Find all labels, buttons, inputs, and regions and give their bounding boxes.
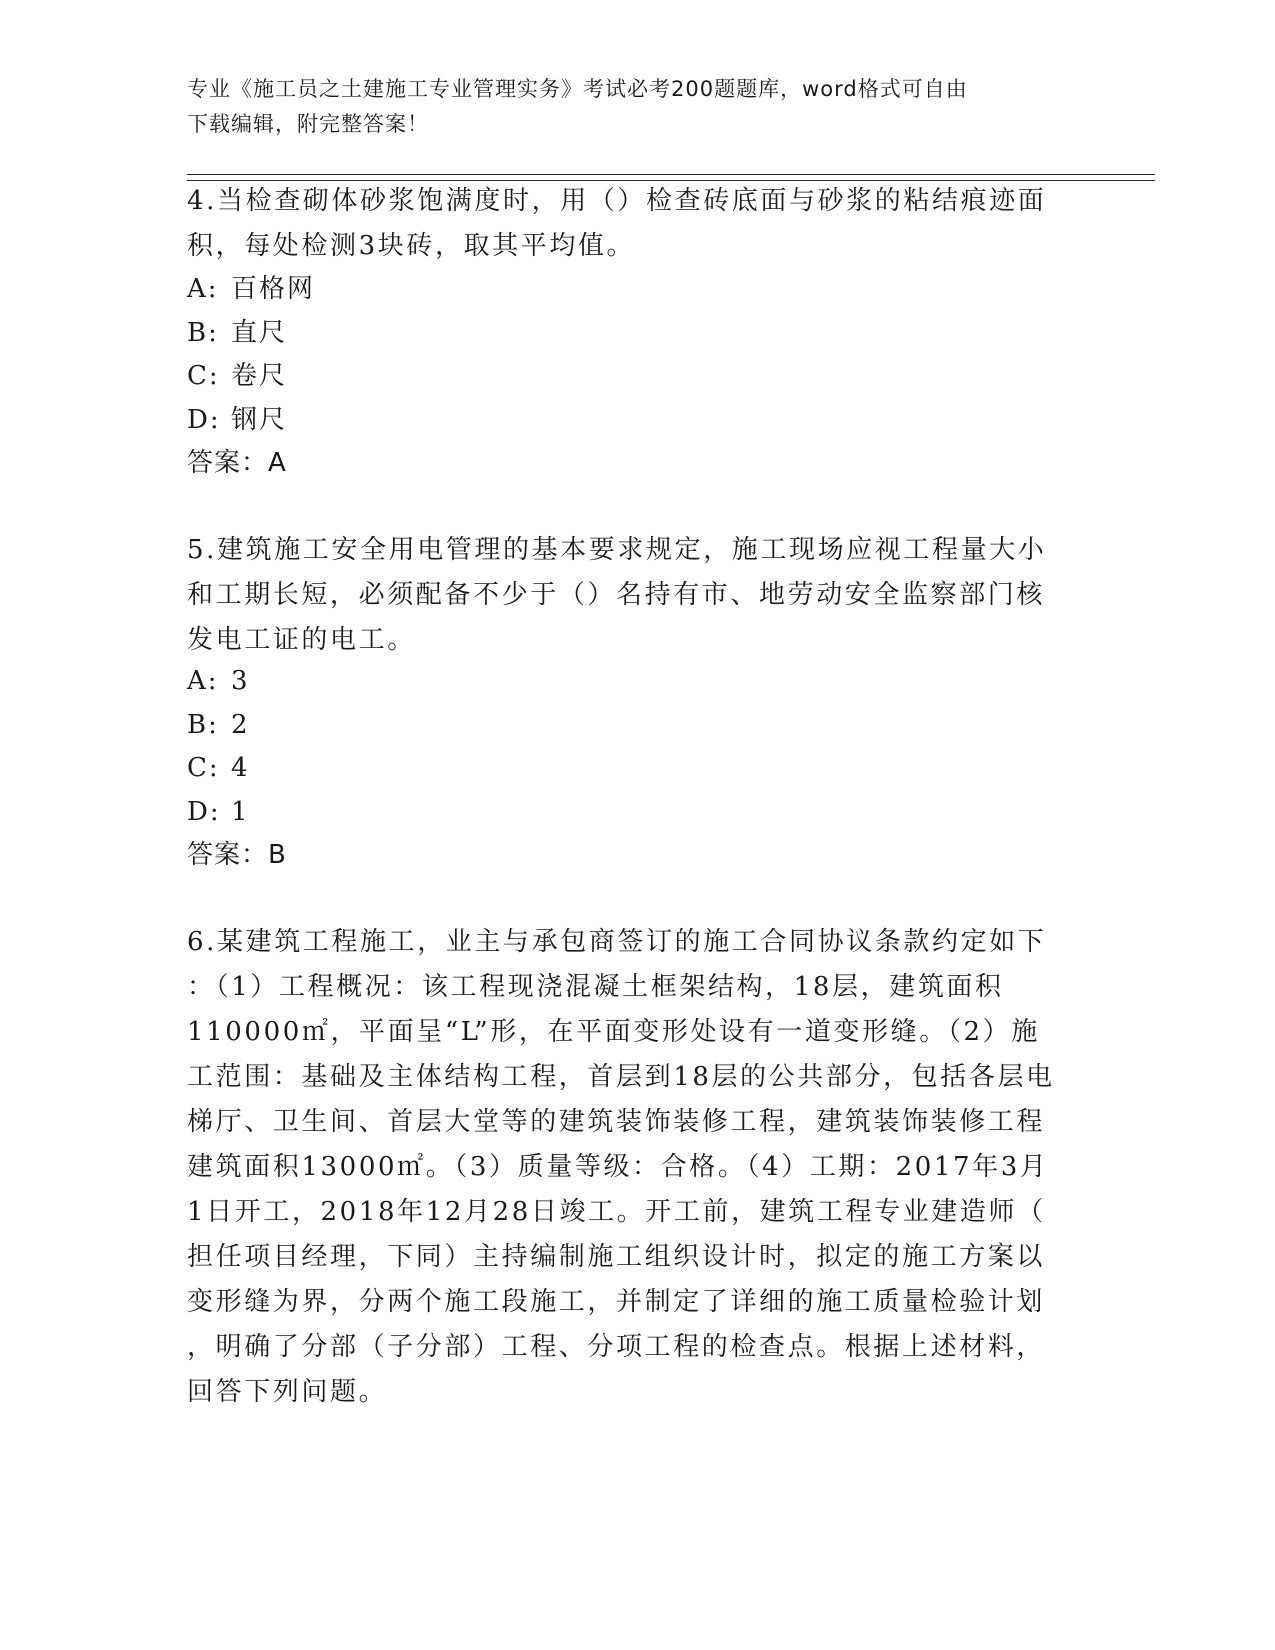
option-text: 1: [231, 797, 250, 827]
option-text: 2: [231, 710, 250, 740]
document-page: [187, 0, 1157, 1650]
option-label: C:: [187, 361, 220, 391]
question-6-line-1: 6.某建筑工程施工，业主与承包商签订的施工合同协议条款约定如下: [187, 927, 1047, 957]
option-label: B:: [187, 318, 219, 348]
option-label: A:: [187, 274, 219, 304]
option-label: D:: [187, 405, 221, 435]
question-6-line-9: 变形缝为界，分两个施工段施工，并制定了详细的施工质量检验计划: [187, 1287, 1046, 1317]
question-6-line-3: 110000㎡，平面呈“L”形，在平面变形处设有一道变形缝。（2）施: [187, 1017, 1040, 1047]
question-5-line-1: 5.建筑施工安全用电管理的基本要求规定，施工现场应视工程量大小: [187, 535, 1047, 565]
header-line-1: 专业《施工员之土建施工专业管理实务》考试必考200题题库，word格式可自由: [187, 77, 968, 101]
question-4-option-c: [187, 354, 287, 399]
question-4-line-2: 积，每处检测3块砖，取其平均值。: [187, 231, 636, 261]
document-header: [187, 72, 1057, 142]
question-6-line-7: 1日开工，2018年12月28日竣工。开工前，建筑工程专业建造师（: [187, 1197, 1046, 1227]
question-6-line-2: ：（1）工程概况：该工程现浇混凝土框架结构，18层，建筑面积: [187, 972, 1004, 1002]
question-6-line-11: 回答下列问题。: [187, 1377, 388, 1407]
option-text: 直尺: [231, 318, 288, 348]
header-line-2: 下载编辑，附完整答案！: [187, 112, 429, 136]
question-5-line-2: 和工期长短，必须配备不少于（）名持有市、地劳动安全监察部门核: [187, 580, 1046, 610]
question-5-answer: 答案：B: [187, 840, 287, 870]
question-4-option-d: [187, 398, 287, 443]
option-label: B:: [187, 710, 219, 740]
question-5-line-3: 发电工证的电工。: [187, 625, 416, 655]
question-5-option-b: [187, 703, 250, 748]
question-4-option-a: [187, 267, 315, 312]
option-text: 4: [231, 753, 250, 783]
question-6-line-6: 建筑面积13000㎡。（3）质量等级：合格。（4）工期：2017年3月: [187, 1152, 1049, 1182]
question-5-option-c: [187, 746, 250, 791]
question-6-line-4: 工范围：基础及主体结构工程，首层到18层的公共部分，包括各层电: [187, 1062, 1055, 1092]
question-4-line-1: 4.当检查砌体砂浆饱满度时，用（）检查砖底面与砂浆的粘结痕迹面: [187, 186, 1047, 216]
question-4-answer: 答案：A: [187, 448, 287, 478]
option-text: 钢尺: [231, 405, 288, 435]
option-text: 百格网: [231, 274, 316, 304]
question-6-line-5: 梯厅、卫生间、首层大堂等的建筑装饰装修工程，建筑装饰装修工程: [187, 1107, 1046, 1137]
option-label: C:: [187, 753, 220, 783]
question-6-line-10: ，明确了分部（子分部）工程、分项工程的检查点。根据上述材料，: [187, 1332, 1046, 1362]
option-label: A:: [187, 666, 219, 696]
question-4-option-b: [187, 311, 287, 356]
option-text: 3: [231, 666, 250, 696]
question-6-text: [187, 920, 1077, 1415]
question-5-option-d: [187, 790, 250, 835]
option-text: 卷尺: [231, 361, 288, 391]
question-5-text: [187, 528, 1057, 663]
question-4-text: [187, 179, 1057, 269]
question-5-option-a: [187, 659, 250, 704]
option-label: D:: [187, 797, 221, 827]
question-6-line-8: 担任项目经理，下同）主持编制施工组织设计时，拟定的施工方案以: [187, 1242, 1046, 1272]
header-divider-top: [187, 174, 1155, 175]
